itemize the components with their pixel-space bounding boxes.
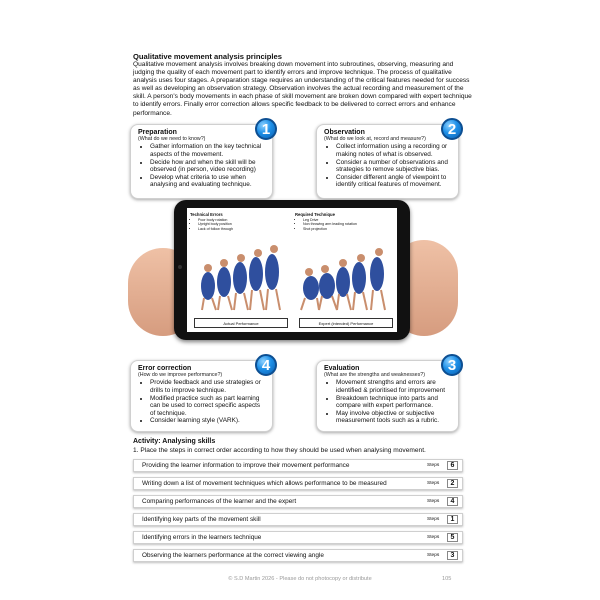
card-error-correction bbox=[130, 356, 273, 432]
list-item: • Decide how and when the skill will be observed (in person, video recording) bbox=[150, 159, 266, 174]
step-answer-box[interactable]: 6 bbox=[447, 461, 458, 470]
list-item: • Consider a number of observations and strategies to remove subjective bias. bbox=[336, 159, 452, 174]
card-subtitle: (What do we look at, record and measure?) bbox=[324, 136, 426, 142]
activity-row bbox=[133, 513, 463, 526]
tablet-illustration bbox=[128, 200, 458, 368]
steps-label: Steps bbox=[427, 535, 440, 540]
activity-row bbox=[133, 549, 463, 562]
card-title: Preparation bbox=[138, 129, 177, 136]
step-number-badge: 2 bbox=[441, 118, 463, 140]
list-item: • Lack of follow through bbox=[198, 227, 290, 231]
panel-list bbox=[190, 218, 290, 231]
card-title: Observation bbox=[324, 129, 365, 136]
steps-label: Steps bbox=[427, 517, 440, 522]
steps-label: Steps bbox=[427, 553, 440, 558]
card-subtitle: (What do we need to know?) bbox=[138, 136, 206, 142]
list-item: • May involve objective or subjective measurement tools such as a rubric. bbox=[336, 410, 452, 425]
step-number-badge: 3 bbox=[441, 354, 463, 376]
camera-icon bbox=[178, 265, 182, 269]
step-number-badge: 4 bbox=[255, 354, 277, 376]
row-text: Comparing performances of the learner and the expert bbox=[142, 498, 297, 505]
list-item: • Gather information on the key technical aspects of the movement. bbox=[150, 143, 266, 158]
card-subtitle: (How do we improve performance?) bbox=[138, 372, 223, 378]
panel-list bbox=[295, 218, 395, 231]
card-list bbox=[324, 379, 452, 425]
card-title: Evaluation bbox=[324, 365, 360, 372]
card-evaluation bbox=[316, 356, 459, 432]
step-answer-box[interactable]: 2 bbox=[447, 479, 458, 488]
steps-label: Steps bbox=[427, 463, 440, 468]
tablet-screen bbox=[187, 208, 397, 332]
activity-title: Activity: Analysing skills bbox=[133, 438, 216, 445]
list-item: • Provide feedback and use strategies or drills to improve technique. bbox=[150, 379, 266, 394]
steps-label: Steps bbox=[427, 499, 440, 504]
row-text: Providing the learner information to improve their movement performance bbox=[142, 462, 350, 469]
step-answer-box[interactable]: 3 bbox=[447, 551, 458, 560]
list-item: • Movement strengths and errors are identified & prioritised for improvement bbox=[336, 379, 452, 394]
step-answer-box[interactable]: 1 bbox=[447, 515, 458, 524]
row-text: Observing the learners performance at the correct viewing angle bbox=[142, 552, 324, 559]
step-answer-box[interactable]: 5 bbox=[447, 533, 458, 542]
card-list bbox=[138, 379, 266, 425]
list-item: • Collect information using a recording or making notes of what is observed. bbox=[336, 143, 452, 158]
row-text: Identifying key parts of the movement skill bbox=[142, 516, 261, 523]
copyright-footer: © S.D Martin 2026 - Please do not photocopy or distribute bbox=[228, 576, 372, 582]
list-item: • Modified practice such as part learning can be used to correct specific aspects of technique. bbox=[150, 395, 266, 418]
card-list bbox=[138, 143, 266, 189]
activity-row bbox=[133, 459, 463, 472]
card-subtitle: (What are the strengths and weaknesses?) bbox=[324, 372, 425, 378]
activity-instruction: 1. Place the steps in correct order according to how they should be used when analysing movement. bbox=[133, 447, 426, 454]
panel-heading: Required Technique bbox=[295, 212, 335, 217]
activity-row bbox=[133, 477, 463, 490]
tablet-device bbox=[174, 200, 410, 340]
steps-label: Steps bbox=[427, 481, 440, 486]
activity-row bbox=[133, 531, 463, 544]
step-number-badge: 1 bbox=[255, 118, 277, 140]
row-text: Writing down a list of movement techniques which allows performance to be measured bbox=[142, 480, 387, 487]
list-item: • Develop what criteria to use when analysing and evaluating technique. bbox=[150, 174, 266, 189]
card-title: Error correction bbox=[138, 365, 192, 372]
list-item: • Poor body rotation bbox=[198, 218, 290, 222]
section-heading: Qualitative movement analysis principles bbox=[133, 52, 282, 61]
intro-paragraph: Qualitative movement analysis involves breaking down movement into subroutines, observing, measuring and judging the quality of each movement part to identify errors and improve technique. The process of qualitative analysis uses four stages. A preparation stage requires an understanding of the critical features needed for success as well as developing an observation strategy. Observation involves the actual recording and measurement of the skill. A person's body movements in each phase of skill movement are broken down compared with expert technique to identify errors. Finally error correction allows specific feedback to be delivered to correct errors and enhance performance. bbox=[133, 61, 472, 117]
performance-label: Expert (intended) Performance bbox=[299, 318, 393, 328]
list-item: • Leg Drive bbox=[303, 218, 395, 222]
list-item: • Shot projection bbox=[303, 227, 395, 231]
card-list bbox=[324, 143, 452, 189]
athlete-sequence-image bbox=[190, 236, 290, 316]
card-observation bbox=[316, 120, 459, 199]
performance-label: Actual Performance bbox=[194, 318, 288, 328]
list-item: • Non throwing arm leading rotation bbox=[303, 222, 395, 226]
activity-row bbox=[133, 495, 463, 508]
expert-performance-panel bbox=[295, 212, 395, 328]
row-text: Identifying errors in the learners technique bbox=[142, 534, 262, 541]
list-item: • Consider different angle of viewpoint to identify critical features of movement. bbox=[336, 174, 452, 189]
page-number: 105 bbox=[442, 576, 452, 582]
list-item: • Consider learning style (VARK). bbox=[150, 417, 266, 425]
panel-heading: Technical Errors bbox=[190, 212, 223, 217]
actual-performance-panel bbox=[190, 212, 290, 328]
list-item: • Breakdown technique into parts and compare with expert performance. bbox=[336, 395, 452, 410]
list-item: • Upright body position bbox=[198, 222, 290, 226]
athlete-sequence-image bbox=[295, 236, 395, 316]
card-preparation bbox=[130, 120, 273, 199]
step-answer-box[interactable]: 4 bbox=[447, 497, 458, 506]
